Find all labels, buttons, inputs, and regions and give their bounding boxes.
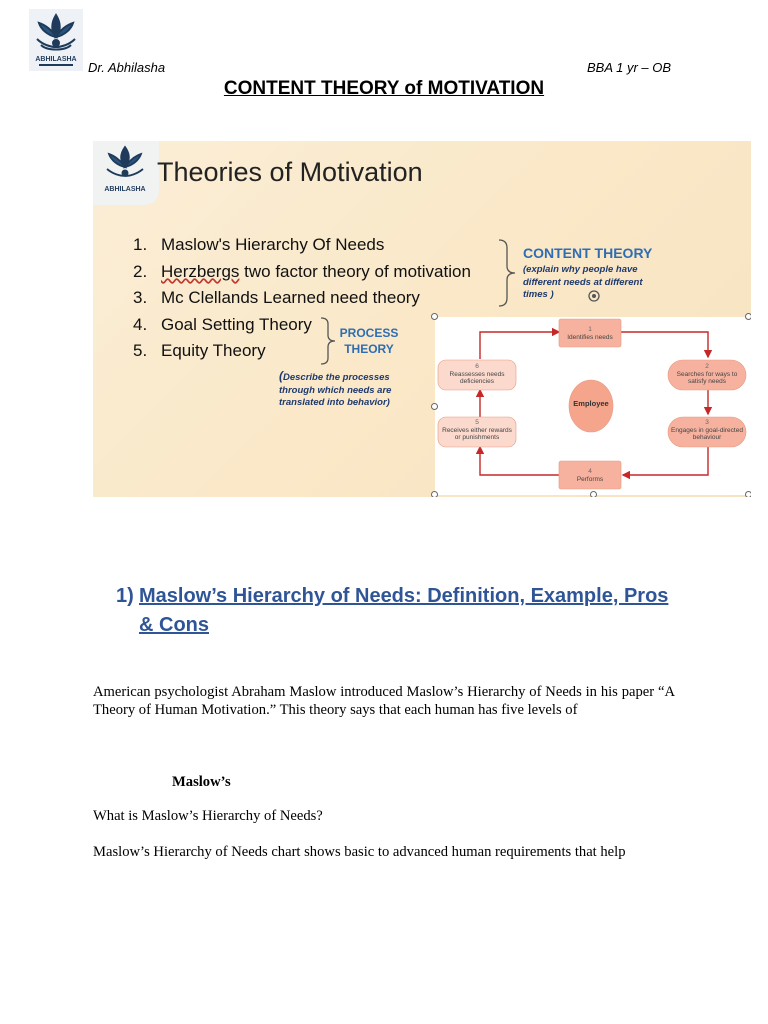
process-theory-label xyxy=(339,325,399,357)
subheading-question: What is Maslow’s Hierarchy of Needs? xyxy=(93,808,323,824)
content-theory-brace xyxy=(497,238,517,308)
resize-handle[interactable] xyxy=(590,491,597,497)
body-paragraph: American psychologist Abraham Maslow introduced Maslow’s Hierarchy of Needs in his paper “A Theory of Human Motivation.” This theory says that each human has five levels of xyxy=(93,684,675,718)
resize-handle[interactable] xyxy=(431,491,438,497)
body-paragraph: Maslow’s Hierarchy of Needs chart shows basic to advanced human requirements that help xyxy=(93,844,626,860)
theory-item xyxy=(133,288,471,315)
theory-text-underlined: Herzbergs xyxy=(161,261,240,281)
process-theory-note-text: Describe the processes through which needs are translated into behavior) xyxy=(279,372,392,408)
document-title: CONTENT THEORY of MOTIVATION xyxy=(223,78,545,99)
process-theory-note-open: ( xyxy=(279,369,283,383)
cycle-step: 3 Engages in goal-directed behaviour xyxy=(671,419,743,441)
theory-number: 1. xyxy=(133,235,148,254)
theory-text: Goal Setting Theory xyxy=(161,314,312,334)
theory-item xyxy=(133,262,471,289)
cycle-step: 5 Receives either rewards or punishments xyxy=(442,419,512,441)
process-theory-label-line2: THEORY xyxy=(344,342,394,356)
section-number: 1) xyxy=(116,585,134,607)
content-theory-label: CONTENT THEORY xyxy=(523,245,653,261)
motivation-cycle-diagram xyxy=(435,317,751,495)
theory-list xyxy=(133,235,471,368)
slide-logo-text: ABHILASHA xyxy=(104,186,146,193)
logo-text: ABHILASHA xyxy=(35,56,77,63)
theories-slide-image xyxy=(93,141,751,497)
course-label: BBA 1 yr – OB xyxy=(587,60,672,75)
resize-handle[interactable] xyxy=(431,403,438,410)
theory-text: Equity Theory xyxy=(161,341,266,361)
resize-handle[interactable] xyxy=(745,313,751,320)
content-theory-note: (explain why people have different needs at different times ) xyxy=(523,264,643,300)
rotate-handle-icon xyxy=(587,289,601,303)
slide-abhilasha-logo xyxy=(95,143,155,203)
abhilasha-logo xyxy=(29,9,83,71)
theory-number: 4. xyxy=(133,314,148,334)
theory-number: 2. xyxy=(133,261,148,281)
theory-text: Mc Clellands Learned need theory xyxy=(161,288,420,308)
image-caption: Maslow’s xyxy=(172,774,231,790)
theory-text: two factor theory of motivation xyxy=(239,261,471,281)
author-name: Dr. Abhilasha xyxy=(88,60,166,75)
resize-handle[interactable] xyxy=(745,491,751,497)
theory-number: 3. xyxy=(133,288,148,308)
resize-handle[interactable] xyxy=(431,313,438,320)
process-theory-label-line1: PROCESS xyxy=(339,326,399,340)
cycle-step: 2 Searches for ways to satisfy needs xyxy=(676,363,738,385)
section-heading-link[interactable]: Maslow’s Hierarchy of Needs: Definition, Example, Pros & Cons xyxy=(139,585,669,636)
theory-text: Maslow's Hierarchy Of Needs xyxy=(161,235,385,254)
cycle-center-employee: Employee xyxy=(573,399,609,408)
theory-item xyxy=(133,235,471,262)
cycle-step: 4 Performs xyxy=(576,468,604,483)
cycle-step: 1 Identifies needs xyxy=(567,326,613,341)
theory-number: 5. xyxy=(133,341,148,361)
cycle-step: 6 Reassesses needs deficiencies xyxy=(449,363,505,385)
slide-title: Theories of Motivation xyxy=(157,157,423,187)
theory-item xyxy=(133,315,471,342)
process-theory-note xyxy=(279,370,419,410)
theory-item xyxy=(133,341,471,368)
process-theory-brace xyxy=(319,316,337,366)
